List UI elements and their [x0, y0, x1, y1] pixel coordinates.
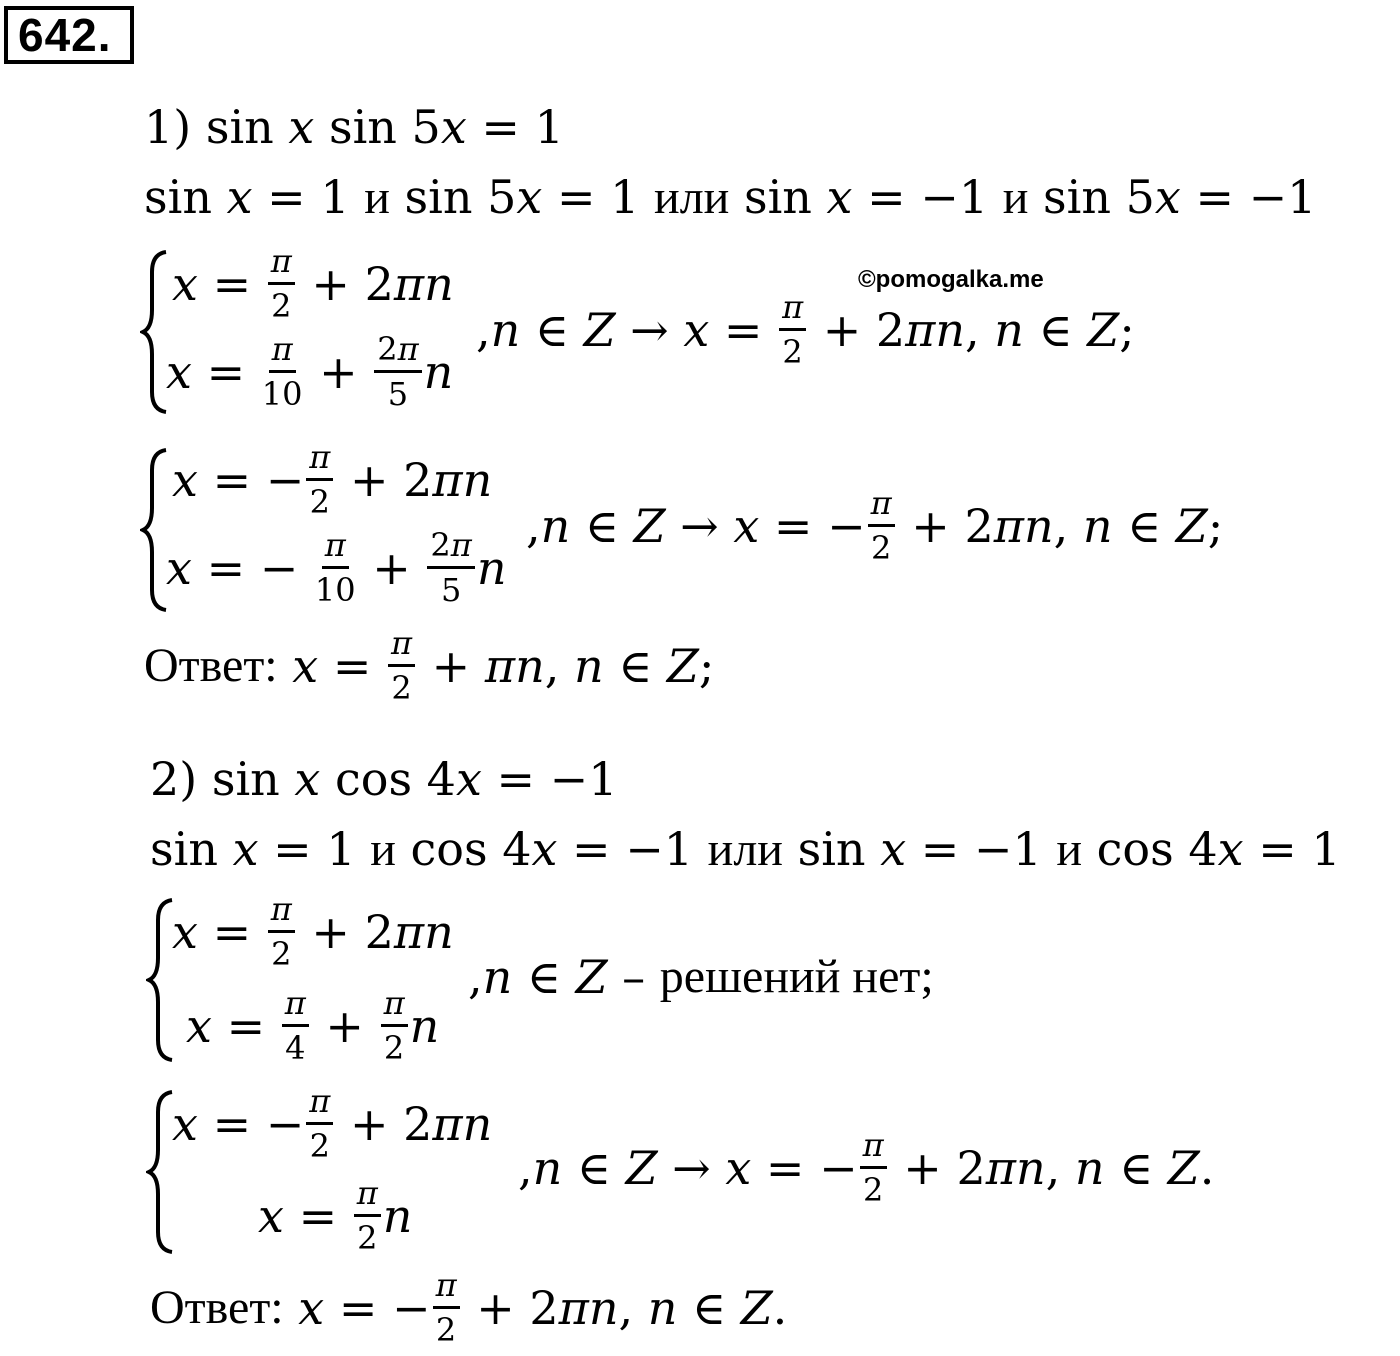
part2-cases: sin x = 1 и cos 4x = −1 или sin x = −1 и cos 4x = 1 [150, 822, 1341, 876]
p1-sys1-line1: x = $\frac{\pi}{2}$ + 2 πn [172, 242, 454, 325]
part1-equation: 1) sin x sin 5x = 1 [144, 100, 564, 154]
p1-answer-label: Ответ: [144, 638, 278, 692]
p2-sys1-line1: x = $\frac{\pi}{2}$ + 2 πn [172, 890, 454, 973]
p2-sys2-line2: x = $\frac{\pi}{2}$ n [258, 1174, 413, 1257]
p1-answer: Ответ: x = $\frac{\pi}{2}$ + πn , n ∈ Z ; [144, 624, 715, 707]
p1-sys2-line2: x = − $\frac{\pi}{10}$ + $\frac{2\pi}{5}$ n [166, 526, 507, 609]
p2-answer-label: Ответ: [150, 1280, 284, 1334]
p1-sys2-result: , n ∈ Z → x = − $\frac{\pi}{2}$ + 2 πn , n ∈ Z ; [526, 484, 1224, 567]
p2-sys2-line1: x = − $\frac{\pi}{2}$ + 2 πn [172, 1082, 493, 1165]
p2-sys1-result: , n ∈ Z – решений нет; [468, 950, 934, 1004]
p2-sys2-result: , n ∈ Z → x = − $\frac{\pi}{2}$ + 2 πn , n ∈ Z . [518, 1126, 1215, 1209]
part1-cases: sin x = 1 и sin 5x = 1 или sin x = −1 и sin 5x = −1 [144, 170, 1317, 224]
p1-sys2-line1: x = − $\frac{\pi}{2}$ + 2 πn [172, 438, 493, 521]
part2-equation: 2) sin x cos 4x = −1 [150, 752, 618, 806]
p2-answer: Ответ: x = − $\frac{\pi}{2}$ + 2 πn , n ∈ Z . [150, 1266, 788, 1349]
watermark: ©pomogalka.me [858, 266, 1044, 293]
p1-sys1-line2: x = $\frac{\pi}{10}$ + $\frac{2\pi}{5}$ n [166, 330, 454, 413]
p1-sys1-result: , n ∈ Z → x = $\frac{\pi}{2}$ + 2 πn , n ∈ Z ; [476, 288, 1135, 371]
p2-sys1-line2: x = $\frac{\pi}{4}$ + $\frac{\pi}{2}$ n [186, 984, 440, 1067]
problem-number: 642. [4, 6, 134, 64]
